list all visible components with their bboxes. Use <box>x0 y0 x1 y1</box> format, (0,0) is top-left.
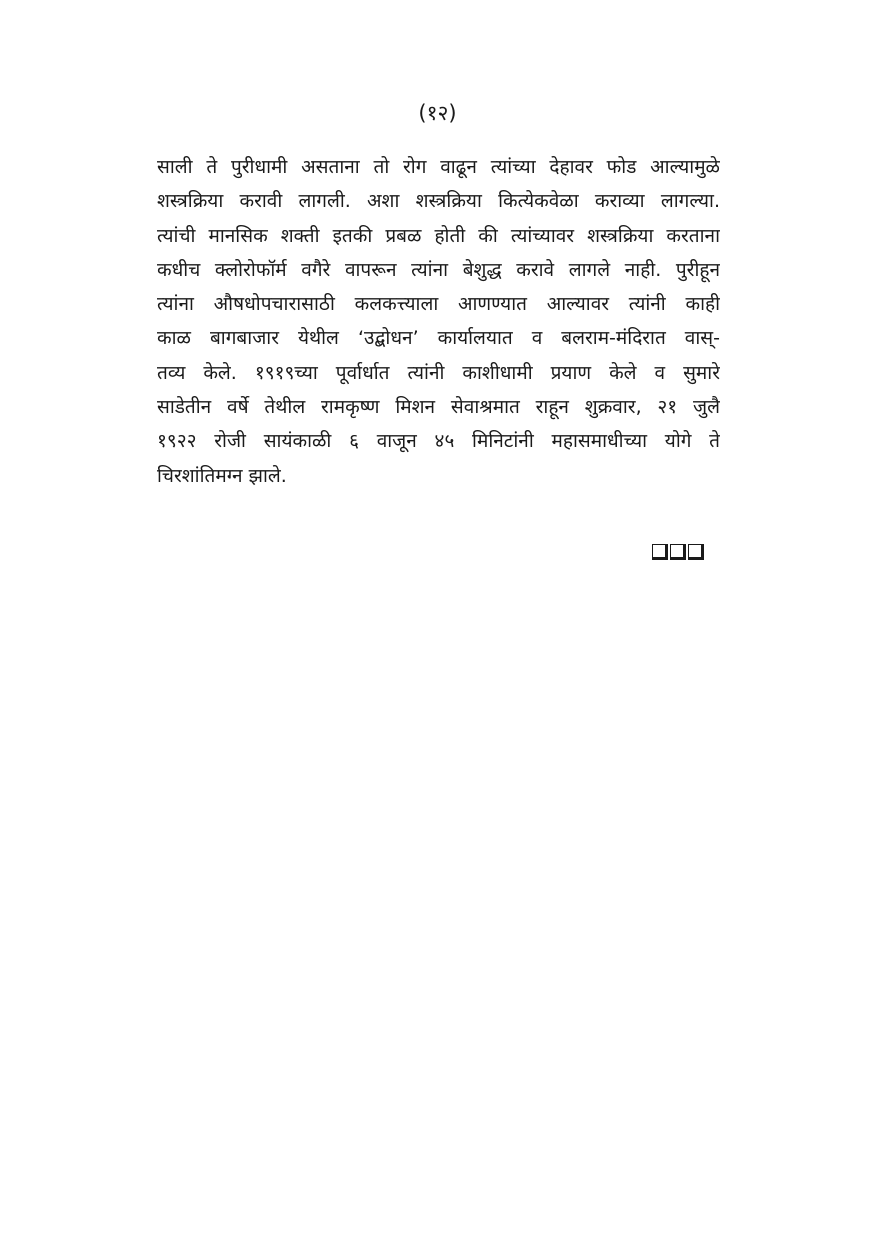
box-icon <box>688 544 704 560</box>
text-line: त्यांना औषधोपचारासाठी कलकत्त्याला आणण्यात आल्यावर त्यांनी काही <box>157 293 720 316</box>
text-line: काळ बागबाजार येथील ‘उद्बोधन’ कार्यालयात व बलराम-मंदिरात वास्- <box>157 327 720 350</box>
text-line: कधीच क्लोरोफॉर्म वगैरे वापरून त्यांना बेशुद्ध करावे लागले नाही. पुरीहून <box>157 258 720 281</box>
text-line: तव्य केले. १९१९च्या पूर्वार्धात त्यांनी काशीधामी प्रयाण केले व सुमारे <box>157 361 720 384</box>
text-line: १९२२ रोजी सायंकाळी ६ वाजून ४५ मिनिटांनी महासमाधीच्या योगे ते <box>157 430 720 453</box>
body-paragraph <box>157 150 720 493</box>
text-line: त्यांची मानसिक शक्ती इतकी प्रबळ होती की त्यांच्यावर शस्त्रक्रिया करताना <box>157 224 720 247</box>
text-line: साली ते पुरीधामी असताना तो रोग वाढून त्यांच्या देहावर फोड आल्यामुळे <box>157 156 720 178</box>
text-line: साडेतीन वर्षे तेथील रामकृष्ण मिशन सेवाश्रमात राहून शुक्रवार, २१ जुलै <box>157 396 720 419</box>
page-number: (१२) <box>418 101 457 125</box>
box-icon <box>652 544 668 560</box>
box-icon <box>670 544 686 560</box>
text-line: चिरशांतिमग्न झाले. <box>157 464 287 487</box>
section-end-mark <box>652 544 704 560</box>
text-line: शस्त्रक्रिया करावी लागली. अशा शस्त्रक्रिया कित्येकवेळा कराव्या लागल्या. <box>157 190 720 213</box>
